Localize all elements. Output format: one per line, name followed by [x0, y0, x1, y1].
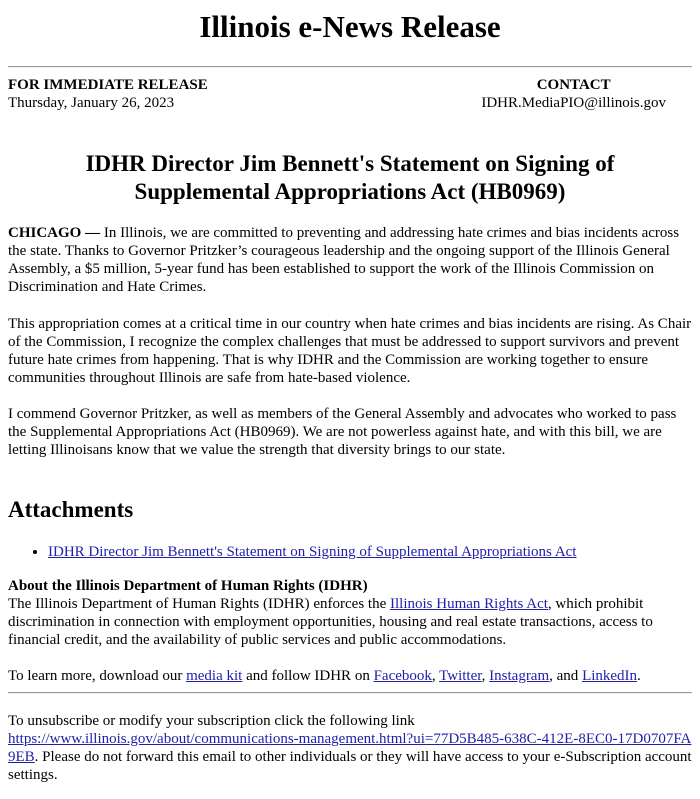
body-paragraph-3: I commend Governor Pritzker, as well as members of the General Assembly and advocates who worked to pass the Supplemental Appropriations Act (HB0969). We are not powerless against hate, and with this bill, we are letting Illinoisans know that we value the strength that diversity brings to our state.: [8, 406, 677, 458]
contact-email: IDHR.MediaPIO@illinois.gov: [481, 95, 666, 111]
footer-divider: [8, 692, 692, 694]
attachment-link[interactable]: IDHR Director Jim Bennett's Statement on Signing of Supplemental Appropriations Act: [48, 544, 577, 560]
attachments-heading: Attachments: [8, 497, 134, 522]
headline-line-2: Supplemental Appropriations Act (HB0969): [134, 179, 566, 204]
header-divider: [8, 66, 692, 68]
body-paragraph-2: This appropriation comes at a critical time in our country when hate crimes and bias incidents are rising. As Chair of the Commission, I recognize the complex challenges that must be addressed to support survivors and prevent future hate crimes from happening. That is why IDHR and the Commission are working together to ensure communities throughout Illinois are safe from hate-based violence.: [8, 316, 692, 386]
about-section: [8, 577, 692, 649]
instagram-link[interactable]: Instagram: [489, 668, 550, 684]
human-rights-act-link[interactable]: Illinois Human Rights Act: [390, 596, 548, 612]
paragraph-1-text: In Illinois, we are committed to preventing and addressing hate crimes and bias incidents across the state. Thanks to Governor Pritzker’s courageous leadership and the ongoing support of the Illinois General Assembly, a $5 million, 5-year fund has been established to support the work of the Illinois Commission on Discrimination and Hate Crimes.: [8, 225, 680, 295]
learn-more: [8, 667, 692, 685]
about-heading: About the Illinois Department of Human Rights (IDHR): [8, 578, 368, 594]
release-info: [8, 76, 208, 112]
separator: ,: [481, 668, 490, 684]
about-text-before: The Illinois Department of Human Rights (IDHR) enforces the: [8, 596, 390, 612]
facebook-link[interactable]: Facebook: [373, 668, 432, 684]
separator: , and: [549, 668, 583, 684]
twitter-link[interactable]: Twitter: [439, 668, 482, 684]
unsubscribe-notice: [8, 712, 692, 784]
about-text-after: , which prohibit discrimination in connection with employment opportunities, housing and real estate transactions, access to financial credit, and the availability of public services and public accommodations.: [8, 596, 653, 648]
release-label: FOR IMMEDIATE RELEASE: [8, 77, 208, 93]
body-paragraph-1: [8, 224, 692, 296]
contact-label: CONTACT: [536, 77, 611, 93]
headline-line-1: IDHR Director Jim Bennett's Statement on Signing of: [85, 151, 615, 176]
unsubscribe-intro: To unsubscribe or modify your subscription click the following link: [8, 713, 415, 729]
list-item: [48, 543, 692, 561]
period: .: [637, 668, 641, 684]
separator: ,: [431, 668, 440, 684]
learn-more-middle: and follow IDHR on: [242, 668, 374, 684]
headline: [8, 150, 692, 206]
learn-more-prefix: To learn more, download our: [8, 668, 187, 684]
release-date: Thursday, January 26, 2023: [8, 95, 175, 111]
media-kit-link[interactable]: media kit: [186, 668, 243, 684]
subscription-management-link[interactable]: https://www.illinois.gov/about/communications-management.html?ui=77D5B485-638C-412E-8EC0-17D0707FA9EB: [8, 731, 692, 765]
unsubscribe-after: . Please do not forward this email to other individuals or they will have access to your e-Subscription account settings.: [8, 749, 692, 783]
attachments-list: [8, 543, 692, 561]
dateline: CHICAGO —: [8, 225, 101, 241]
linkedin-link[interactable]: LinkedIn: [582, 668, 638, 684]
page-title: Illinois e-News Release: [199, 9, 501, 44]
contact-info: [481, 76, 666, 112]
